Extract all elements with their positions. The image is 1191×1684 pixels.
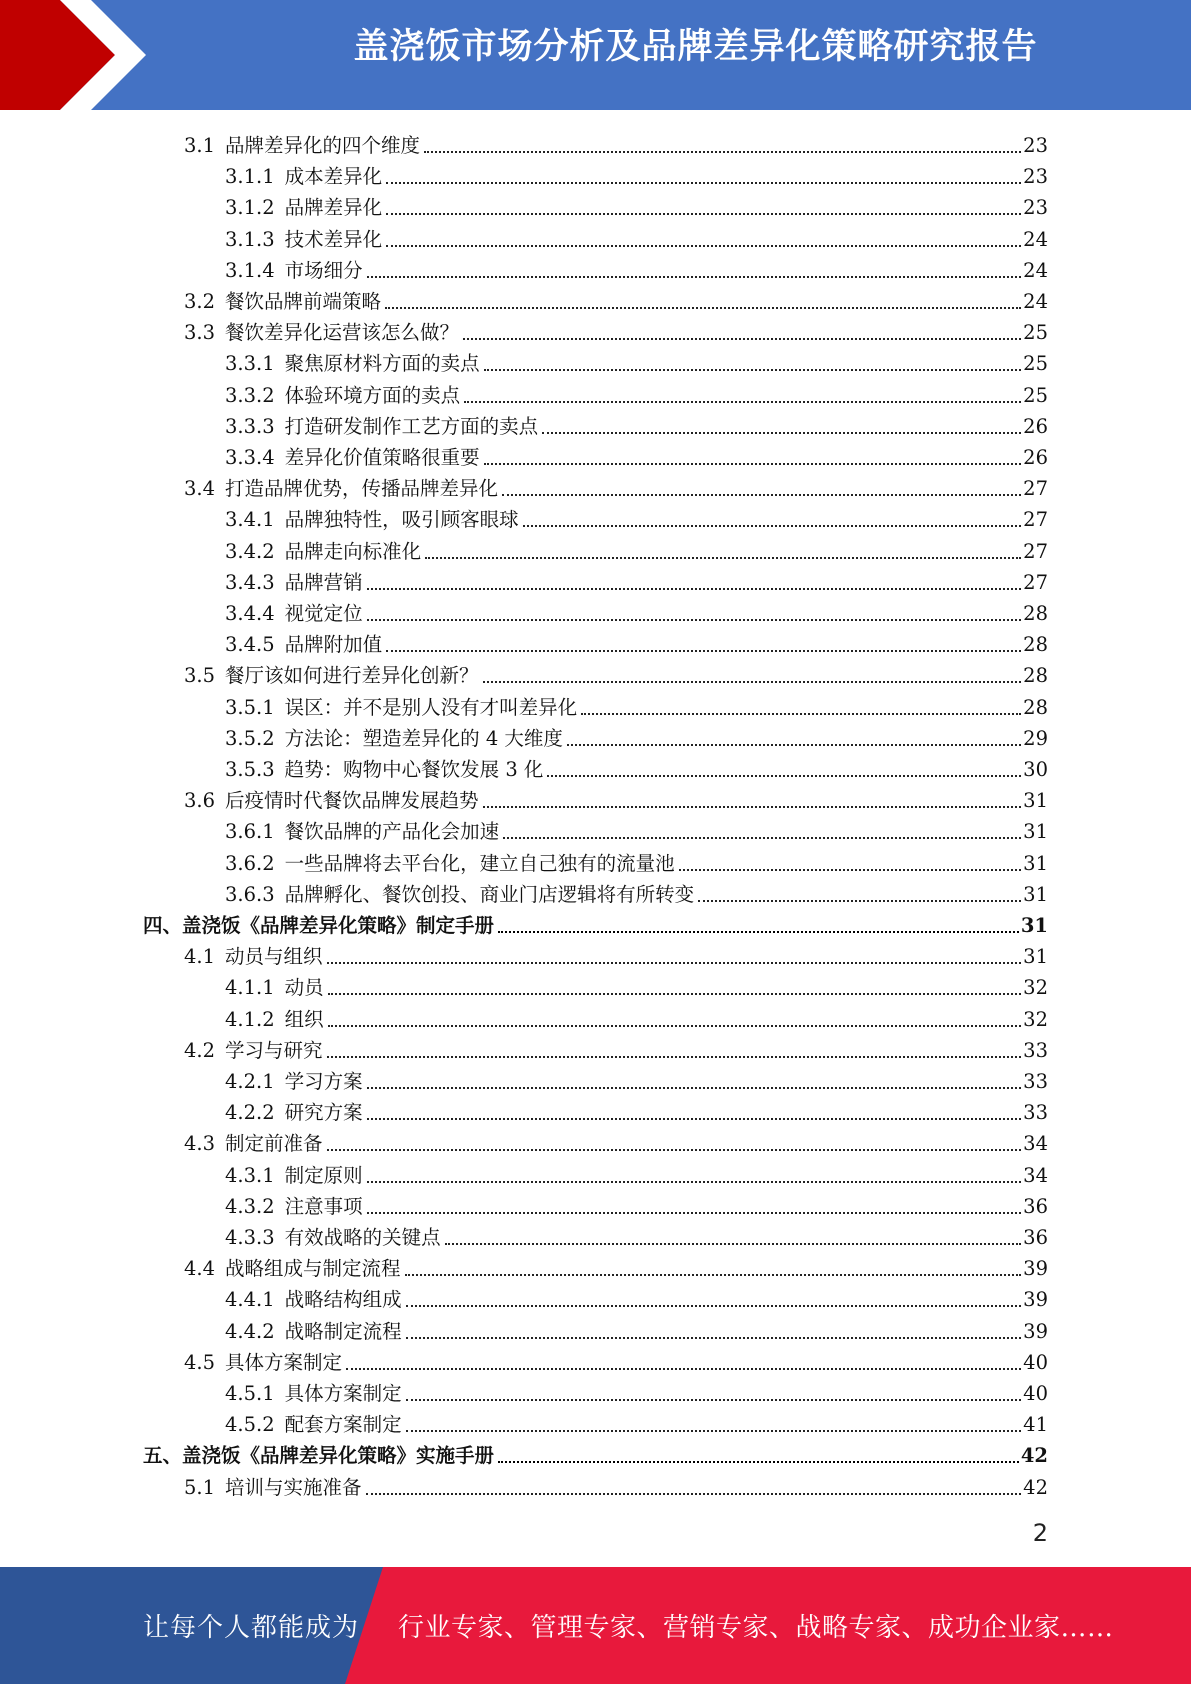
toc-entry-page: 25: [1023, 352, 1048, 376]
toc-dot-leader: [366, 1493, 1022, 1495]
toc-entry-number: 3.4: [184, 477, 216, 501]
toc-entry-title: 学习方案: [284, 1070, 363, 1093]
toc-entry[interactable]: [184, 1469, 1048, 1500]
toc-dot-leader: [386, 650, 1021, 652]
toc-dot-leader: [581, 713, 1021, 715]
toc-entry-title: 具体方案制定: [284, 1382, 402, 1405]
toc-entry-number: 4.4.1: [225, 1288, 275, 1312]
toc-dot-leader: [503, 837, 1021, 839]
toc-dot-leader: [367, 619, 1022, 621]
toc-entry-page: 40: [1023, 1382, 1048, 1405]
toc-entry-page: 27: [1023, 539, 1048, 563]
toc-entry-title: 餐饮品牌前端策略: [225, 290, 382, 313]
toc-entry-number: 4.1: [184, 945, 216, 969]
toc-entry[interactable]: [225, 751, 1048, 782]
toc-entry-number: 3.3.2: [225, 383, 275, 407]
toc-entry-number: 4.5.1: [225, 1382, 275, 1405]
toc-entry-title: 市场细分: [284, 258, 363, 282]
toc-entry-page: 29: [1023, 726, 1048, 750]
toc-entry[interactable]: [225, 1406, 1048, 1437]
toc-entry[interactable]: [225, 564, 1048, 595]
toc-entry-page: 33: [1023, 1038, 1048, 1062]
toc-entry-title: 动员: [284, 976, 324, 1000]
toc-entry-title: 有效战略的关键点: [284, 1226, 441, 1249]
toc-entry-number: 3.4.3: [225, 570, 275, 594]
toc-entry[interactable]: [184, 283, 1048, 314]
toc-entry-number: 4.2.1: [225, 1070, 275, 1093]
toc-entry-page: 23: [1023, 134, 1048, 157]
toc-entry-number: 3.4.5: [225, 633, 275, 657]
toc-dot-leader: [679, 869, 1022, 871]
toc-entry-title: 学习与研究: [225, 1038, 323, 1062]
toc-entry-page: 39: [1023, 1257, 1048, 1281]
toc-entry-title: 聚焦原材料方面的卖点: [284, 352, 480, 376]
toc-entry-page: 33: [1023, 1101, 1048, 1125]
toc-entry[interactable]: [184, 1250, 1048, 1281]
toc-entry-number: 3.3.4: [225, 446, 275, 469]
toc-entry-title: 后疫情时代餐饮品牌发展趋势: [225, 789, 479, 813]
toc-entry-number: 4.2: [184, 1038, 216, 1062]
toc-entry-page: 27: [1023, 570, 1048, 594]
toc-entry-number: 3.2: [184, 290, 216, 313]
toc-entry-number: 3.3: [184, 321, 216, 345]
toc-dot-leader: [425, 557, 1021, 559]
toc-entry-page: 28: [1023, 633, 1048, 657]
toc-dot-leader: [405, 1274, 1022, 1276]
toc-dot-leader: [327, 1149, 1022, 1151]
toc-entry-number: 五、: [143, 1444, 183, 1468]
toc-entry[interactable]: [184, 1032, 1048, 1063]
toc-entry-page: 39: [1023, 1319, 1048, 1343]
toc-entry-number: 4.3.1: [225, 1163, 275, 1187]
toc-entry[interactable]: [225, 876, 1048, 907]
toc-entry-title: 成本差异化: [284, 165, 383, 189]
toc-dot-leader: [367, 588, 1022, 590]
toc-entry-page: 23: [1023, 196, 1048, 220]
toc-entry-title: 战略结构组成: [284, 1288, 402, 1312]
toc-entry[interactable]: [225, 158, 1048, 189]
toc-entry[interactable]: [225, 845, 1048, 876]
toc-entry-title: 餐饮差异化运营该怎么做？: [225, 321, 460, 345]
toc-dot-leader: [484, 463, 1022, 465]
toc-entry-page: 24: [1023, 290, 1048, 313]
toc-entry[interactable]: [225, 1375, 1048, 1406]
toc-entry[interactable]: [225, 813, 1048, 844]
toc-entry-number: 3.5: [184, 664, 216, 688]
toc-entry-page: 40: [1023, 1350, 1048, 1374]
toc-entry[interactable]: [225, 1094, 1048, 1125]
toc-entry-title: 品牌独特性，吸引顾客眼球: [284, 508, 519, 532]
toc-entry-number: 4.5: [184, 1350, 216, 1374]
toc-entry[interactable]: [184, 1344, 1048, 1375]
toc-entry[interactable]: [225, 439, 1048, 470]
toc-dot-leader: [386, 182, 1021, 184]
toc-entry-number: 4.5.2: [225, 1413, 275, 1437]
toc-entry-page: 24: [1023, 227, 1048, 251]
toc-entry-page: 31: [1020, 914, 1048, 937]
toc-entry-page: 31: [1023, 851, 1048, 875]
toc-dot-leader: [498, 931, 1019, 933]
toc-entry-page: 31: [1023, 945, 1048, 969]
toc-entry[interactable]: [225, 969, 1048, 1000]
toc-dot-leader: [367, 1181, 1022, 1183]
toc-dot-leader: [328, 1025, 1022, 1027]
toc-entry-title: 一些品牌将去平台化，建立自己独有的流量池: [284, 851, 675, 875]
page-footer: [0, 1567, 1191, 1684]
toc-entry[interactable]: [225, 1188, 1048, 1219]
toc-entry-number: 3.6.2: [225, 851, 275, 875]
toc-entry[interactable]: [184, 782, 1048, 813]
toc-dot-leader: [367, 1118, 1022, 1120]
toc-dot-leader: [523, 525, 1022, 527]
toc-entry-title: 餐厅该如何进行差异化创新？: [225, 664, 479, 688]
toc-entry-title: 制定原则: [284, 1163, 363, 1187]
toc-entry[interactable]: [225, 408, 1048, 439]
toc-dot-leader: [445, 1243, 1022, 1245]
toc-entry-number: 5.1: [184, 1475, 216, 1499]
toc-entry[interactable]: [225, 189, 1048, 220]
toc-entry-number: 3.3.1: [225, 352, 275, 376]
toc-entry[interactable]: [225, 533, 1048, 564]
toc-entry-title: 差异化价值策略很重要: [284, 446, 480, 469]
toc-entry[interactable]: [225, 501, 1048, 532]
toc-dot-leader: [406, 1337, 1022, 1339]
toc-dot-leader: [483, 681, 1022, 683]
toc-dot-leader: [328, 993, 1022, 995]
toc-entry-title: 战略组成与制定流程: [225, 1257, 401, 1281]
toc-entry[interactable]: [225, 720, 1048, 751]
toc-entry-number: 3.6.1: [225, 820, 275, 844]
toc-entry-page: 39: [1023, 1288, 1048, 1312]
toc-entry-page: 28: [1023, 664, 1048, 688]
toc-entry[interactable]: [225, 1063, 1048, 1094]
toc-entry[interactable]: [225, 1313, 1048, 1344]
toc-entry-title: 视觉定位: [284, 602, 363, 625]
toc-entry[interactable]: [184, 470, 1048, 501]
toc-entry-page: 32: [1023, 1007, 1048, 1031]
toc-entry-number: 3.1.4: [225, 258, 275, 282]
toc-entry-page: 26: [1023, 414, 1048, 438]
toc-entry-title: 体验环境方面的卖点: [284, 383, 461, 407]
toc-entry-number: 四、: [143, 914, 183, 937]
page-number: 2: [1032, 1519, 1048, 1547]
toc-entry-page: 30: [1023, 758, 1048, 781]
toc-entry-number: 4.4.2: [225, 1319, 275, 1343]
toc-entry-title: 组织: [284, 1007, 324, 1031]
toc-dot-leader: [327, 1056, 1022, 1058]
toc-entry-number: 3.5.1: [225, 695, 275, 719]
page-header: [0, 0, 1191, 110]
toc-entry[interactable]: [225, 626, 1048, 657]
footer-slogan-right: 行业专家、管理专家、营销专家、战略专家、成功企业家……: [398, 1613, 1114, 1643]
toc-entry-title: 打造研发制作工艺方面的卖点: [284, 414, 539, 438]
toc-entry-title: 品牌孵化、餐饮创投、商业门店逻辑将有所转变: [284, 882, 695, 906]
toc-entry-title: 战略制定流程: [284, 1319, 402, 1343]
toc-entry[interactable]: [225, 1157, 1048, 1188]
toc-dot-leader: [346, 1368, 1021, 1370]
toc-entry-title: 具体方案制定: [225, 1350, 343, 1374]
toc-dot-leader: [464, 401, 1021, 403]
toc-dot-leader: [367, 1087, 1022, 1089]
toc-entry-page: 28: [1023, 695, 1048, 719]
toc-dot-leader: [406, 1305, 1022, 1307]
toc-dot-leader: [547, 775, 1021, 777]
toc-dot-leader: [327, 962, 1022, 964]
toc-entry-number: 4.2.2: [225, 1101, 275, 1125]
toc-entry[interactable]: [184, 1125, 1048, 1156]
toc-entry[interactable]: [184, 938, 1048, 969]
toc-entry[interactable]: [225, 377, 1048, 408]
toc-dot-leader: [386, 245, 1021, 247]
toc-entry-number: 3.1: [184, 134, 216, 157]
toc-dot-leader: [406, 1430, 1022, 1432]
toc-dot-leader: [406, 1399, 1022, 1401]
toc-dot-leader: [385, 307, 1021, 309]
toc-entry-title: 趋势：购物中心餐饮发展 3 化: [284, 758, 544, 781]
toc-dot-leader: [367, 1212, 1022, 1214]
toc-entry-page: 24: [1023, 258, 1048, 282]
toc-entry[interactable]: [184, 657, 1048, 688]
toc-entry[interactable]: [184, 314, 1048, 345]
toc-entry-page: 23: [1023, 165, 1048, 189]
toc-entry[interactable]: [225, 1001, 1048, 1032]
toc-entry-title: 配套方案制定: [284, 1413, 402, 1437]
report-title: 盖浇饭市场分析及品牌差异化策略研究报告: [353, 27, 1038, 67]
toc-dot-leader: [567, 744, 1021, 746]
toc-entry-title: 品牌附加值: [284, 633, 383, 657]
toc-entry-number: 3.1.3: [225, 227, 275, 251]
toc-dot-leader: [386, 213, 1021, 215]
toc-entry[interactable]: [225, 595, 1048, 626]
toc-entry-number: 4.3.3: [225, 1226, 275, 1249]
toc-entry-title: 研究方案: [284, 1101, 363, 1125]
toc-entry-title: 盖浇饭《品牌差异化策略》实施手册: [182, 1444, 495, 1468]
toc-entry-title: 注意事项: [284, 1194, 363, 1218]
toc-entry-number: 3.3.3: [225, 414, 275, 438]
toc-entry[interactable]: [225, 1281, 1048, 1312]
toc-entry-number: 3.4.1: [225, 508, 275, 532]
toc-dot-leader: [698, 900, 1021, 902]
toc-entry-title: 品牌营销: [284, 570, 363, 594]
toc-entry-title: 方法论：塑造差异化的 4 大维度: [284, 726, 563, 750]
toc-entry-number: 3.5.2: [225, 726, 275, 750]
toc-entry-page: 28: [1023, 602, 1048, 625]
toc-entry-title: 动员与组织: [225, 945, 323, 969]
toc-entry-page: 32: [1023, 976, 1048, 1000]
toc-entry-title: 技术差异化: [284, 227, 383, 251]
toc-entry-title: 品牌差异化: [284, 196, 383, 220]
toc-entry-number: 3.4.4: [225, 602, 275, 625]
toc-entry-page: 33: [1023, 1070, 1048, 1093]
toc-entry-number: 3.5.3: [225, 758, 275, 781]
toc-entry-page: 31: [1023, 820, 1048, 844]
toc-dot-leader: [484, 369, 1022, 371]
toc-entry-title: 误区：并不是别人没有才叫差异化: [284, 695, 578, 719]
toc-dot-leader: [502, 494, 1021, 496]
toc-entry[interactable]: [225, 689, 1048, 720]
toc-entry-number: 4.4: [184, 1257, 216, 1281]
toc-entry-page: 42: [1023, 1475, 1048, 1499]
toc-entry-title: 品牌差异化的四个维度: [225, 134, 421, 157]
toc-entry-page: 42: [1020, 1444, 1048, 1468]
toc-entry-title: 品牌走向标准化: [284, 539, 422, 563]
toc-entry-number: 3.6: [184, 789, 216, 813]
toc-entry-title: 餐饮品牌的产品化会加速: [284, 820, 500, 844]
toc-entry-title: 盖浇饭《品牌差异化策略》制定手册: [182, 914, 495, 937]
toc-entry-page: 31: [1023, 789, 1048, 813]
toc-entry-number: 3.4.2: [225, 539, 275, 563]
toc-entry[interactable]: [184, 127, 1048, 158]
toc-entry-page: 25: [1023, 383, 1048, 407]
toc-entry-page: 26: [1023, 446, 1048, 469]
toc-entry-number: 3.6.3: [225, 882, 275, 906]
toc-entry-page: 34: [1023, 1163, 1048, 1187]
toc-entry[interactable]: [143, 1437, 1048, 1468]
toc-dot-leader: [424, 151, 1021, 153]
toc-entry-page: 36: [1023, 1194, 1048, 1218]
toc-entry-title: 打造品牌优势，传播品牌差异化: [225, 477, 499, 501]
toc-entry-page: 36: [1023, 1226, 1048, 1249]
toc-entry-number: 3.1.1: [225, 165, 275, 189]
toc-dot-leader: [367, 276, 1022, 278]
toc-entry-number: 4.1.1: [225, 976, 275, 1000]
toc-entry-page: 25: [1023, 321, 1048, 345]
toc-entry-page: 31: [1023, 882, 1048, 906]
toc-entry-number: 4.3: [184, 1132, 216, 1156]
toc-entry-page: 27: [1023, 477, 1048, 501]
toc-entry-number: 4.1.2: [225, 1007, 275, 1031]
toc-entry[interactable]: [225, 252, 1048, 283]
toc-entry-title: 培训与实施准备: [225, 1475, 362, 1499]
toc-entry[interactable]: [225, 221, 1048, 252]
toc-entry-number: 3.1.2: [225, 196, 275, 220]
toc-entry-page: 34: [1023, 1132, 1048, 1156]
toc-entry-page: 41: [1023, 1413, 1048, 1437]
toc-entry-title: 制定前准备: [225, 1132, 323, 1156]
toc-dot-leader: [498, 1461, 1019, 1463]
toc-entry[interactable]: [225, 345, 1048, 376]
toc-dot-leader: [483, 806, 1022, 808]
toc-entry[interactable]: [225, 1219, 1048, 1250]
toc-dot-leader: [542, 432, 1021, 434]
toc-entry[interactable]: [143, 907, 1048, 938]
toc-entry-page: 27: [1023, 508, 1048, 532]
toc-entry-number: 4.3.2: [225, 1194, 275, 1218]
footer-slogan-left: 让每个人都能成为: [143, 1613, 360, 1643]
toc-dot-leader: [463, 338, 1021, 340]
